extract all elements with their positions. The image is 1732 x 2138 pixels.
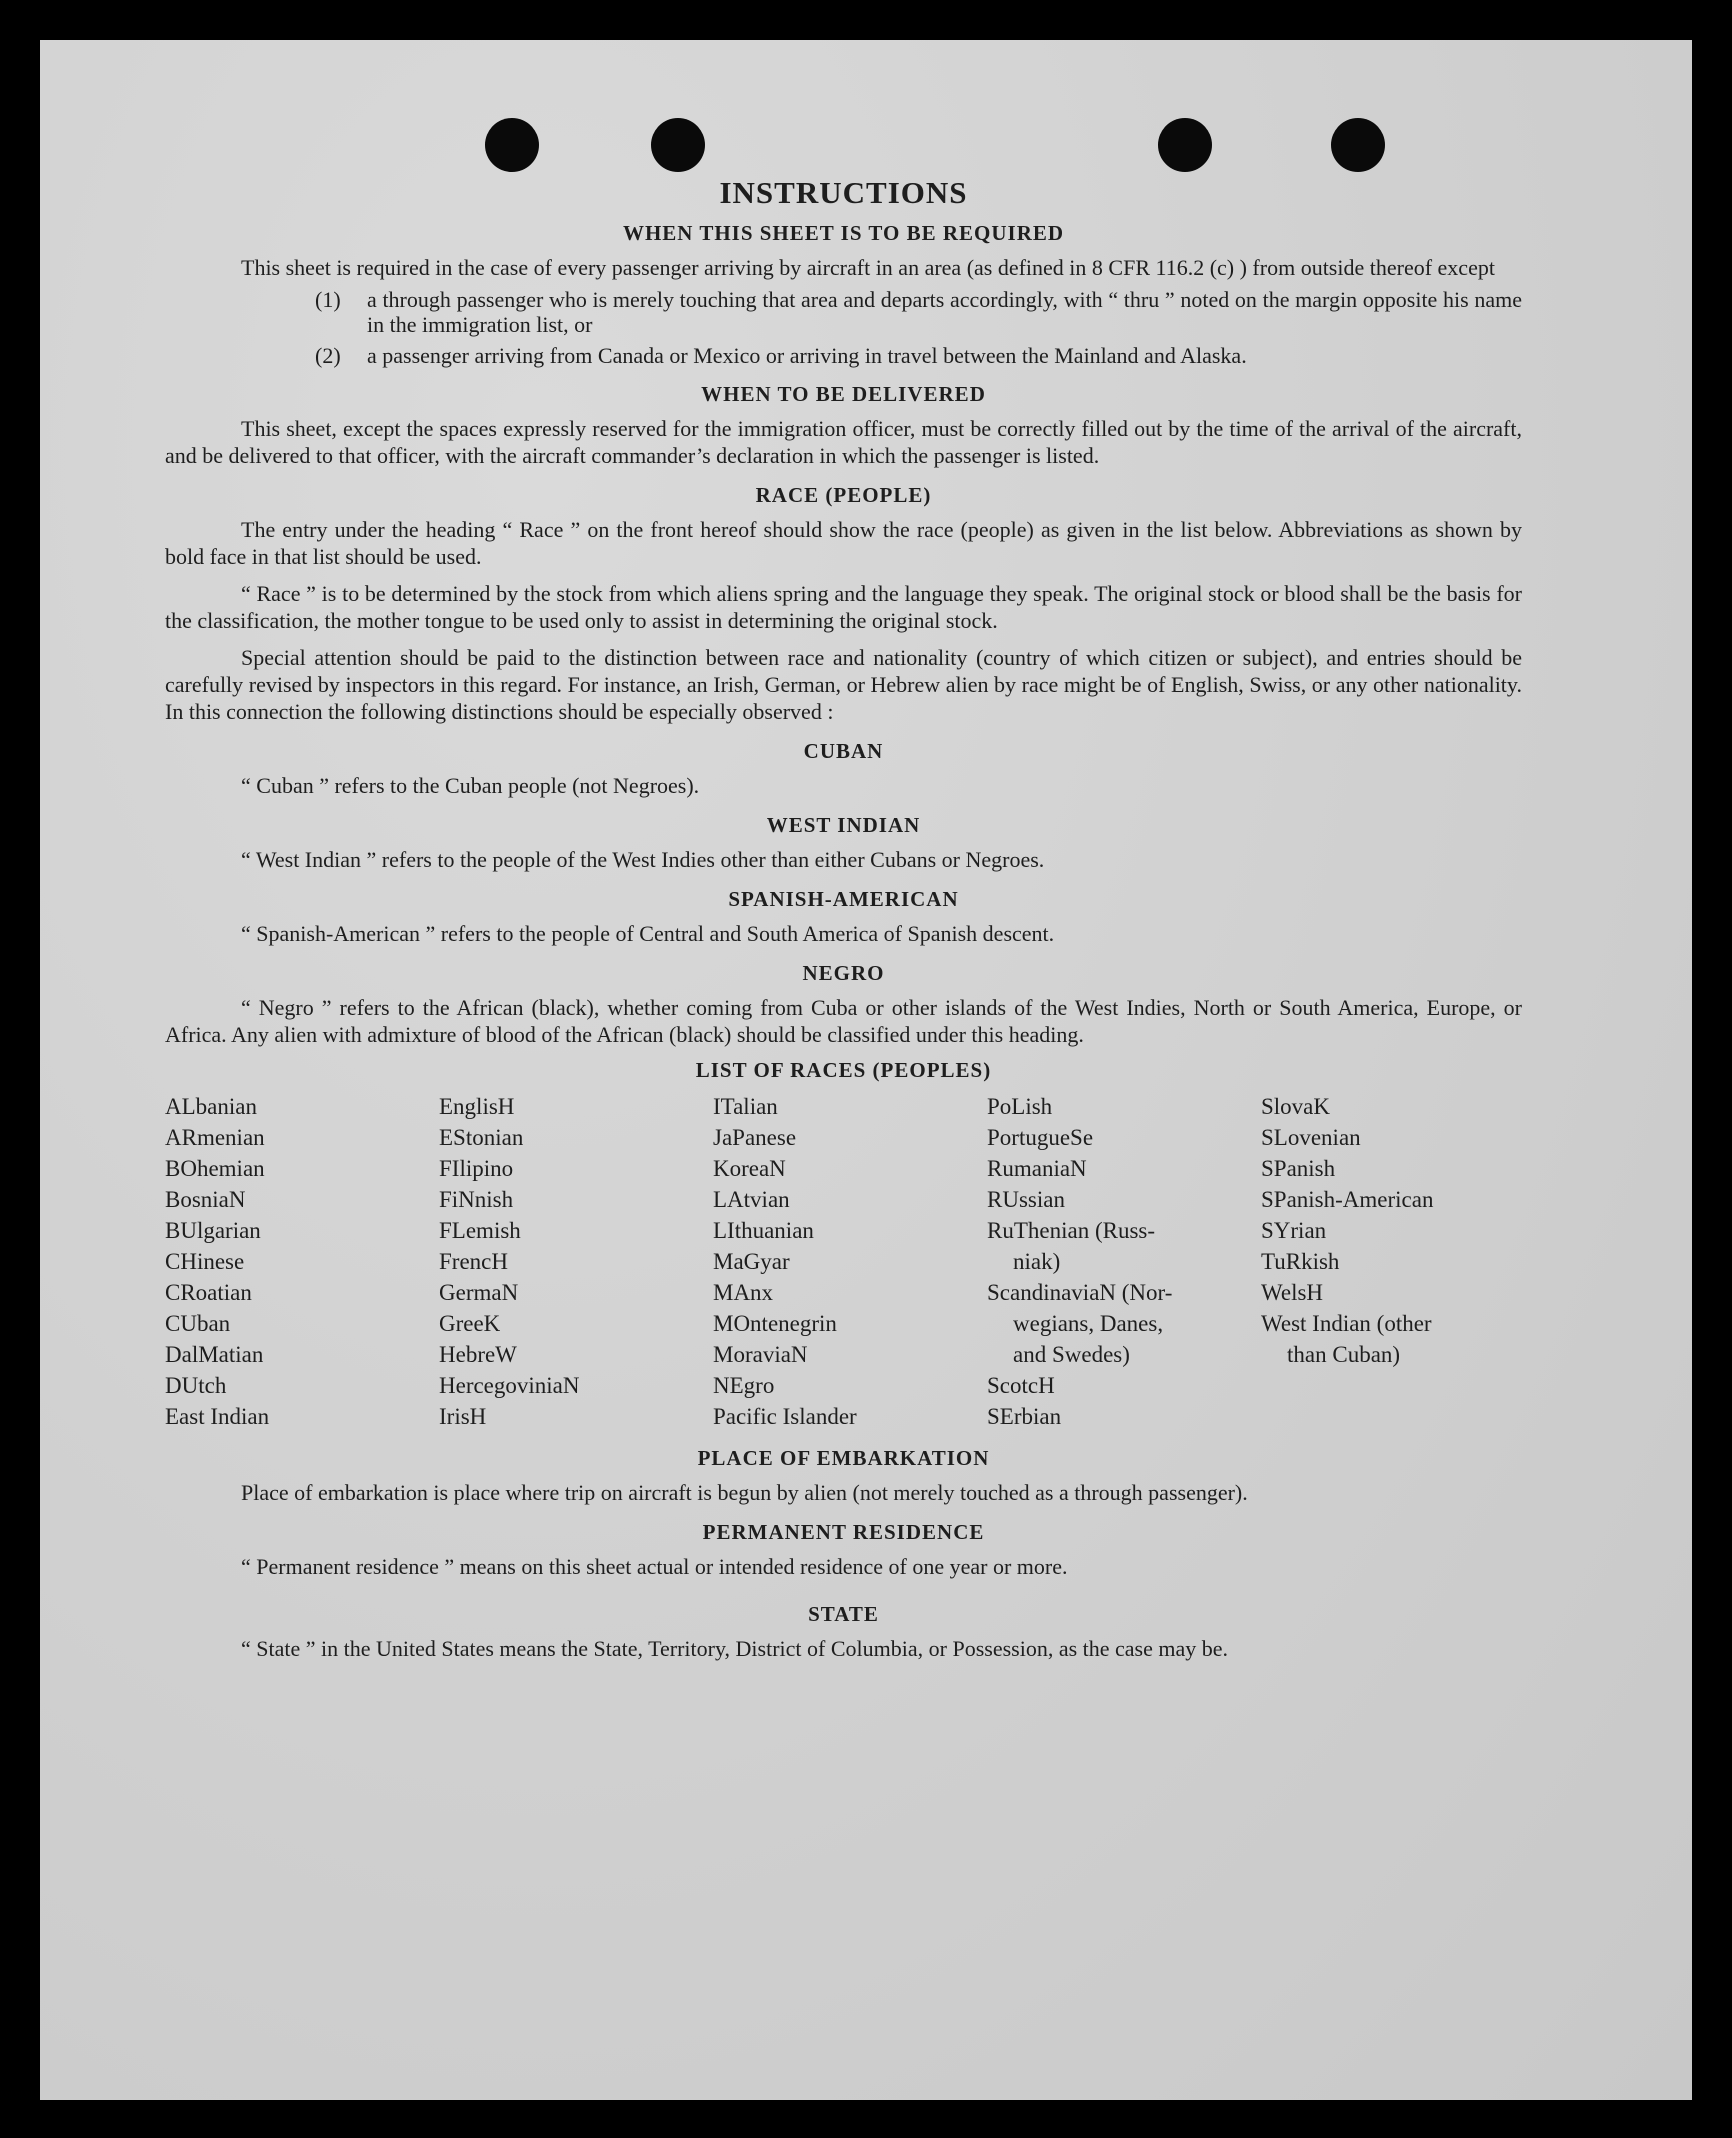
race-entry: MAnx [713, 1280, 774, 1305]
race-entry: SLovenian [1261, 1125, 1361, 1150]
item-text: a through passenger who is merely touching that area and departs accordingly, with “ thru ” noted on the margin opposite his name in the immigration list, or [367, 287, 1522, 337]
races-column [987, 1091, 1261, 1432]
cuban-text: “ Cuban ” refers to the Cuban people (not Negroes). [241, 773, 700, 798]
race-entry: DUtch [165, 1373, 227, 1398]
race-entry: DalMatian [165, 1342, 264, 1367]
race-entry: HercegoviniaN [439, 1373, 580, 1398]
race-entry: ITalian [713, 1094, 778, 1119]
races-column [165, 1091, 439, 1432]
heading-when-delivered: WHEN TO BE DELIVERED [701, 382, 986, 406]
heading-when-required: WHEN THIS SHEET IS TO BE REQUIRED [622, 221, 1065, 245]
races-column [439, 1091, 713, 1432]
punch-hole [485, 118, 539, 172]
heading-west-indian: WEST INDIAN [766, 813, 921, 837]
race-entry: CRoatian [165, 1280, 252, 1305]
race-paragraph: Special attention should be paid to the distinction between race and nationality (country of which citizen or subject), and entries should be carefully revised by inspectors in this regard. For instance, an Irish, German, or Hebrew alien by race might be of English, Swiss, or any other nationality. In this connection the following distinctions should be especially observed : [165, 645, 1522, 724]
race-entry: ScandinaviaN (Nor- [987, 1280, 1173, 1305]
race-entry: LIthuanian [713, 1218, 814, 1243]
race-entry: East Indian [165, 1404, 270, 1429]
race-entry: BOhemian [165, 1156, 265, 1181]
race-entry: RuThenian (Russ- [987, 1218, 1156, 1243]
race-entry: BUlgarian [165, 1218, 261, 1243]
race-entry: RumaniaN [987, 1156, 1087, 1181]
race-entry: West Indian (other [1261, 1311, 1432, 1336]
race-entry: ALbanian [165, 1094, 257, 1119]
heading-embarkation: PLACE OF EMBARKATION [697, 1446, 990, 1470]
punch-hole [651, 118, 705, 172]
spanish-american-text: “ Spanish-American ” refers to the people of Central and South America of Spanish descent. [241, 921, 1055, 946]
race-entry: ScotcH [987, 1373, 1055, 1398]
races-column [713, 1091, 987, 1432]
item-number: (2) [315, 343, 341, 368]
heading-state: STATE [808, 1602, 879, 1626]
heading-negro: NEGRO [802, 961, 885, 985]
race-entry: LAtvian [713, 1187, 790, 1212]
heading-list-of-races: LIST OF RACES (PEOPLES) [695, 1058, 992, 1082]
race-entry: HebreW [439, 1342, 517, 1367]
punch-hole [1158, 118, 1212, 172]
race-entry: SYrian [1261, 1218, 1327, 1243]
negro-text: “ Negro ” refers to the African (black), whether coming from Cuba or other islands of the West Indies, North or South America, Europe, or Africa. Any alien with admixture of blood of the African (black) should be classified under this heading. [165, 995, 1522, 1047]
race-entry: TuRkish [1261, 1249, 1340, 1274]
race-entry: SErbian [987, 1404, 1062, 1429]
race-entry: CUban [165, 1311, 231, 1336]
races-column [1261, 1091, 1522, 1432]
race-entry: FrencH [439, 1249, 508, 1274]
race-entry: GreeK [439, 1311, 501, 1336]
race-entry: GermaN [439, 1280, 519, 1305]
west-indian-text: “ West Indian ” refers to the people of the West Indies other than either Cubans or Negroes. [241, 847, 1045, 872]
races-list [165, 1091, 1522, 1432]
race-entry: WelsH [1261, 1280, 1324, 1305]
race-entry: MoraviaN [713, 1342, 808, 1367]
race-entry: PoLish [987, 1094, 1053, 1119]
page-title: INSTRUCTIONS [719, 175, 968, 210]
race-entry: IrisH [439, 1404, 487, 1429]
when-required-intro: This sheet is required in the case of every passenger arriving by aircraft in an area (as defined in 8 CFR 116.2 (c) ) from outside thereof except [241, 255, 1495, 280]
race-entry-continued: and Swedes) [1013, 1342, 1130, 1367]
race-entry: RUssian [987, 1187, 1065, 1212]
instructions-content [165, 175, 1522, 1662]
heading-cuban: CUBAN [803, 739, 884, 763]
race-paragraph: “ Race ” is to be determined by the stock from which aliens spring and the language they speak. The original stock or blood shall be the basis for the classification, the mother tongue to be used only to assist in determining the original stock. [165, 581, 1522, 633]
state-text: “ State ” in the United States means the State, Territory, District of Columbia, or Possession, as the case may be. [241, 1636, 1229, 1661]
race-entry: FLemish [439, 1218, 521, 1243]
race-entry: EnglisH [439, 1094, 515, 1119]
race-entry: PortugueSe [987, 1125, 1094, 1150]
list-item [315, 287, 1522, 337]
race-entry: BosniaN [165, 1187, 246, 1212]
race-entry: FIlipino [439, 1156, 514, 1181]
heading-race: RACE (PEOPLE) [755, 483, 932, 507]
race-entry: EStonian [439, 1125, 524, 1150]
race-entry: JaPanese [713, 1125, 797, 1150]
race-entry: NEgro [713, 1373, 775, 1398]
list-item [315, 343, 1522, 368]
race-entry-continued: than Cuban) [1287, 1342, 1401, 1367]
item-number: (1) [315, 287, 341, 312]
race-entry: SPanish [1261, 1156, 1336, 1181]
race-entry-continued: wegians, Danes, [1013, 1311, 1164, 1336]
race-entry-continued: niak) [1013, 1249, 1061, 1274]
when-delivered-text: This sheet, except the spaces expressly reserved for the immigration officer, must be correctly filled out by the time of the arrival of the aircraft, and be delivered to that officer, with the aircraft commander’s declaration in which the passenger is listed. [165, 416, 1522, 468]
race-entry: MOntenegrin [713, 1311, 837, 1336]
embarkation-text: Place of embarkation is place where trip on aircraft is begun by alien (not merely touched as a through passenger). [241, 1480, 1248, 1505]
race-entry: FiNnish [439, 1187, 514, 1212]
race-entry: KoreaN [713, 1156, 786, 1181]
residence-text: “ Permanent residence ” means on this sheet actual or intended residence of one year or more. [241, 1554, 1068, 1579]
race-entry: Pacific Islander [713, 1404, 857, 1429]
punch-hole [1331, 118, 1385, 172]
race-entry: SPanish-American [1261, 1187, 1434, 1212]
race-entry: ARmenian [165, 1125, 265, 1150]
race-entry: SlovaK [1261, 1094, 1330, 1119]
heading-spanish-american: SPANISH-AMERICAN [728, 887, 959, 911]
race-paragraph: The entry under the heading “ Race ” on the front hereof should show the race (people) as given in the list below. Abbreviations as shown by bold face in that list should be used. [165, 517, 1522, 569]
item-text: a passenger arriving from Canada or Mexico or arriving in travel between the Mainland and Alaska. [367, 343, 1247, 368]
race-entry: MaGyar [713, 1249, 790, 1274]
heading-permanent-residence: PERMANENT RESIDENCE [702, 1520, 985, 1544]
race-entry: CHinese [165, 1249, 245, 1274]
